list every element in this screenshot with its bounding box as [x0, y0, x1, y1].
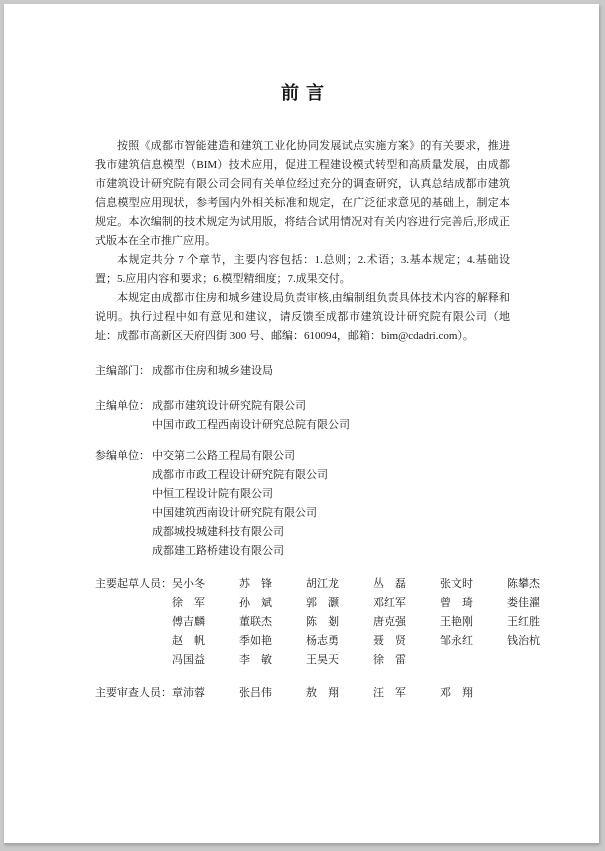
- person-name: 杨志勇: [306, 635, 339, 647]
- person-name: 孙 斌: [239, 597, 272, 609]
- drafters-row: [172, 613, 540, 632]
- reviewers-section: [95, 684, 510, 703]
- page-title: 前言: [281, 83, 331, 103]
- reviewers-label: 主要审查人员：: [95, 687, 172, 699]
- person-name: 娄佳濯: [507, 597, 540, 609]
- participating-units-lines: [152, 447, 510, 561]
- person-name: 王红胜: [507, 616, 540, 628]
- person-name: 敖 翔: [306, 687, 339, 699]
- person-name: 聂 贤: [373, 635, 406, 647]
- chief-department-lines: [152, 362, 510, 381]
- paragraph-chapters: 本规定共分 7 个章节，主要内容包括：1.总则；2.术语；3.基本规定；4.基础设置；5.应用内容和要求；6.模型精细度；7.成果交付。: [95, 254, 510, 285]
- person-name: 张吕伟: [239, 687, 272, 699]
- person-name: 邓 翔: [440, 687, 473, 699]
- chief-department-section: [95, 362, 510, 381]
- person-name: 赵 帆: [172, 635, 205, 647]
- drafters-label: 主要起草人员：: [95, 578, 172, 590]
- reviewers-row: [172, 684, 510, 703]
- person-name: 张文时: [440, 578, 473, 590]
- drafters-section: [95, 575, 540, 670]
- person-name: 吴小冬: [172, 578, 205, 590]
- person-name: 徐 雷: [373, 654, 406, 666]
- chief-units-lines: [152, 397, 510, 435]
- drafters-row: [172, 632, 540, 651]
- drafters-row: [172, 594, 540, 613]
- reviewers-name-rows: [172, 684, 510, 703]
- person-name: 汪 军: [373, 687, 406, 699]
- person-name: 季如艳: [239, 635, 272, 647]
- document-page: [4, 4, 599, 843]
- person-name: 丛 磊: [373, 578, 406, 590]
- drafters-name-rows: [172, 575, 540, 670]
- person-name: 曾 琦: [440, 597, 473, 609]
- person-name: 苏 锋: [239, 578, 272, 590]
- org-name: 中交第二公路工程局有限公司: [152, 450, 295, 462]
- drafters-row: [172, 575, 540, 594]
- chief-units-section: [95, 397, 510, 435]
- org-name: 中国市政工程西南设计研究总院有限公司: [152, 419, 350, 431]
- participating-units-section: [95, 447, 510, 561]
- person-name: 陈攀杰: [507, 578, 540, 590]
- person-name: 邓红军: [373, 597, 406, 609]
- person-name: 郭 灏: [306, 597, 339, 609]
- org-name: 中国建筑西南设计研究院有限公司: [152, 507, 317, 519]
- person-name: 钱治杭: [507, 635, 540, 647]
- chief-department-label: 主编部门：: [95, 365, 150, 377]
- org-name: 成都建工路桥建设有限公司: [152, 545, 284, 557]
- org-name: 成都城投城建科技有限公司: [152, 526, 284, 538]
- person-name: 李 敏: [239, 654, 272, 666]
- org-name: 成都市住房和城乡建设局: [152, 365, 273, 377]
- person-name: 冯国益: [172, 654, 205, 666]
- person-name: 陈 剗: [306, 616, 339, 628]
- org-name: 中恒工程设计院有限公司: [152, 488, 273, 500]
- person-name: 王昊天: [306, 654, 339, 666]
- org-name: 成都市市政工程设计研究院有限公司: [152, 469, 328, 481]
- participating-units-label: 参编单位：: [95, 450, 150, 462]
- person-name: 徐 军: [172, 597, 205, 609]
- org-name: 成都市建筑设计研究院有限公司: [152, 400, 306, 412]
- person-name: 章沛蓉: [172, 687, 205, 699]
- person-name: 胡江龙: [306, 578, 339, 590]
- chief-units-label: 主编单位：: [95, 400, 150, 412]
- person-name: 傅吉麟: [172, 616, 205, 628]
- person-name: 邹永红: [440, 635, 473, 647]
- paragraph-contact: 本规定由成都市住房和城乡建设局负责审核,由编制组负责具体技术内容的解释和说明。执行过程中如有意见和建议，请反馈至成都市建筑设计研究院有限公司（地址：成都市高新区天府四街 300 号、邮编：610094，邮箱：bim@cdadri.com）。: [95, 292, 510, 342]
- person-name: 唐克强: [373, 616, 406, 628]
- person-name: 董联杰: [239, 616, 272, 628]
- person-name: 王艳刚: [440, 616, 473, 628]
- paragraph-intro: 按照《成都市智能建造和建筑工业化协同发展试点实施方案》的有关要求，推进我市建筑信息模型（BIM）技术应用，促进工程建设模式转型和高质量发展，由成都市建筑设计研究院有限公司会同有关单位经过充分的调查研究，认真总结成都市建筑信息模型应用现状，参考国内外相关标准和规定，在广泛征求意见的基础上，制定本规定。本次编制的技术规定为试用版，将结合试用情况对有关内容进行完善后,形成正式版本在全市推广应用。: [95, 140, 510, 247]
- drafters-row: [172, 651, 540, 670]
